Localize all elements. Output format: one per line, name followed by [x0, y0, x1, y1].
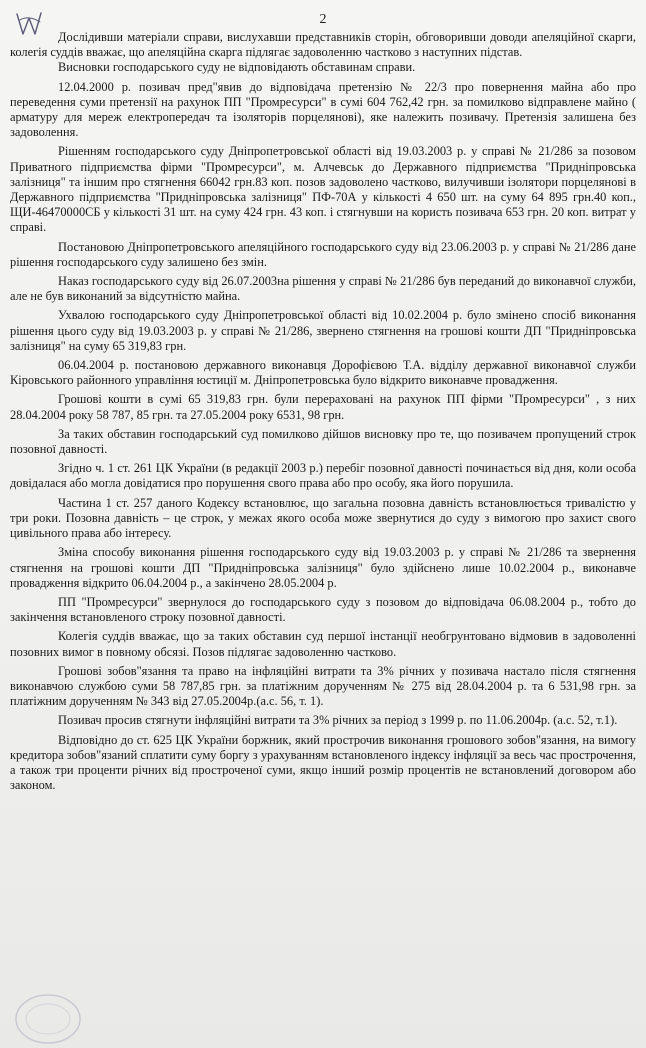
paragraph: Висновки господарського суду не відповідають обставинам справи.: [58, 60, 416, 75]
paragraph: Дослідивши матеріали справи, вислухавши представників сторін, обговоривши доводи апеляційної скарги, колегія суддів вважає, що апеляційна скарга підлягає задоволенню частково з наступних підстав.: [10, 30, 636, 60]
paragraph: Постановою Дніпропетровського апеляційного господарського суду від 23.06.2003 р. у справі № 21/286 дане рішення господарського суду залишено без змін.: [10, 239, 636, 269]
paragraph: Рішенням господарського суду Дніпропетровської області від 19.03.2003 р. у справі № 21/286 за позовом Приватного підприємства фірми "Промресурси", м. Алчевськ до Державного підприємства "Придніпровська залізниця" та іншим про стягнення 66042 грн.83 коп. позов задоволено частково, вилучивши ізолятори порцелянові в Державного підприємства "Придніпровська залізниця" ПФ-70А у кількості 4 650 шт. на суму 64 895 грн.40 коп., ЩИ-46470000СБ у кількості 31 шт. на суму 424 грн. 43 коп. і стягнувши на користь позивача 653 грн. 20 коп. витрат у справі.: [10, 144, 636, 235]
paragraph: Наказ господарського суду від 26.07.2003на рішення у справі № 21/286 був переданий до виконавчої служби, але не був виконаний за відсутністю майна.: [10, 274, 636, 304]
paragraph: За таких обставин господарський суд помилково дійшов висновку про те, що позивачем пропущений строк позовної давності.: [10, 426, 636, 457]
paragraph: Відповідно до ст. 625 ЦК України боржник, який прострочив виконання грошового зобов"язання, на вимогу кредитора зобов"язаний сплатити суму боргу з урахуванням встановленого індексу інфляції за весь час прострочення, а також три проценти річних від простроченої суми, якщо інший розмір процентів не встановлений договором або законом.: [10, 732, 636, 793]
paragraph: Ухвалою господарського суду Дніпропетровської області від 10.02.2004 р. було змінено спосіб виконання рішення цього суду від 19.03.2003 р. у справі № 21/286, звернено стягнення на грошові кошти ДП "Придніпровська залізниця" на суму 65 319,83 грн.: [10, 308, 636, 353]
paragraph: Грошові зобов"язання та право на інфляційні витрати та 3% річних у позивача настало після стягнення виконавчою службою суми 58 787,85 грн. за платіжним дорученням № 275 від 28.04.2004 р. та 6 531,98 грн. за платіжним дорученням № 343 від 27.05.2004р.(а.с. 56, т. 1).: [10, 663, 636, 709]
paragraph: 12.04.2000 р. позивач пред"явив до відповідача претензію № 22/3 про повернення майна або про переведення суми претензії на рахунок ПП "Промресурси" в сумі 604 762,42 грн. за помилково відправлене майно ( арматуру для мереж електропередач та ізоляторів порцелянові), яке належить позивачу. Претензія залишена без задоволення.: [10, 79, 636, 140]
paragraph: Колегія суддів вважає, що за таких обставин суд першої інстанції необгрунтовано відмовив в задоволенні позовних вимог в повному обсязі. Позов підлягає задоволенню частково.: [10, 629, 636, 659]
paragraph: ПП "Промресурси" звернулося до господарського суду з позовом до відповідача 06.08.2004 р., тобто до закінчення встановленого строку позовної давності.: [10, 594, 636, 625]
paragraph: Позивач просив стягнути інфляційні витрати та 3% річних за період з 1999 р. по 11.06.2004р. (а.с. 52, т.1).: [58, 713, 618, 728]
page-number: 2: [319, 12, 327, 27]
paragraph: 06.04.2004 р. постановою державного виконавця Дорофієвою Т.А. відділу державної виконавчої служби Кіровського районного управління юстиції м. Дніпропетровська було відкрито виконавче провадження.: [10, 358, 636, 388]
paragraph: Згідно ч. 1 ст. 261 ЦК України (в редакції 2003 р.) перебіг позовної давності починається від дня, коли особа довідалася або могла довідатися про порушення свого права або про особу, яка його порушила.: [10, 461, 636, 491]
paragraph: Частина 1 ст. 257 даного Кодексу встановлює, що загальна позовна давність встановлюється тривалістю у три роки. Позовна давність – це строк, у межах якого особа може звернутися до суду з вимогою про захист свого цивільного права або інтересу.: [10, 495, 636, 541]
paragraph: Зміна способу виконання рішення господарського суду від 19.03.2003 р. у справі № 21/286 та звернення стягнення на грошові кошти ДП "Придніпровська залізниця" було здійснено лише 10.02.2004 р., виконавче провадження відкрито 06.04.2004 р., а закінчено 28.05.2004 р.: [10, 545, 636, 590]
paragraph: Грошові кошти в сумі 65 319,83 грн. були перераховані на рахунок ПП фірми "Промресурси" , з них 28.04.2004 року 58 787, 85 грн. та 27.05.2004 року 6531, 98 грн.: [10, 392, 636, 422]
faded-stamp: [8, 985, 82, 1045]
document-body: [10, 30, 636, 793]
